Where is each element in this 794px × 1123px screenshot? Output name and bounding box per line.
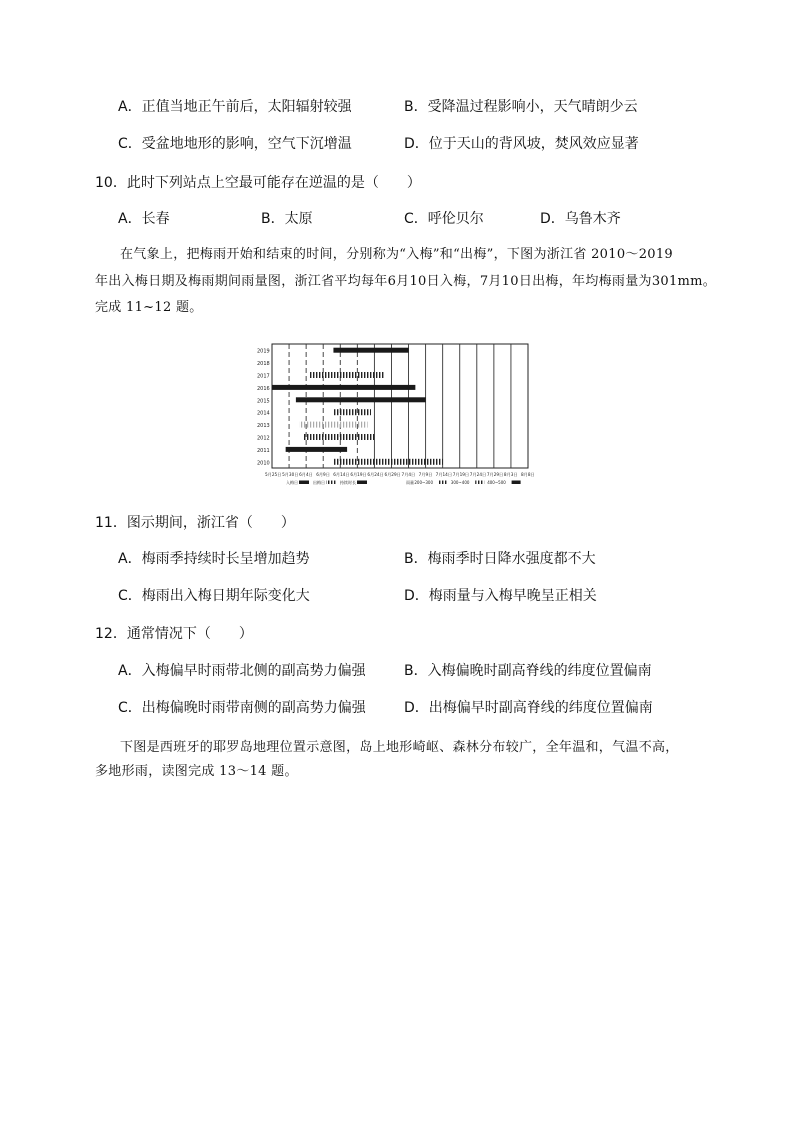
- intro2-text-line-1: 下图是西班牙的耶罗岛地理位置示意图，岛上地形崎岖、森林分布较广，全年温和，气温不高，: [120, 740, 679, 755]
- year-label: 2013: [257, 423, 270, 430]
- legend-swatch: [326, 481, 336, 485]
- year-label: 2019: [257, 348, 270, 355]
- q11-stem: 11．图示期间，浙江省（ ）: [95, 515, 295, 531]
- intro2-text-line-2: 多地形雨，读图完成 13～14 题。: [95, 764, 298, 779]
- year-label: 2011: [257, 447, 270, 454]
- year-label: 2016: [257, 385, 270, 392]
- x-tick-label: 7月4日: [401, 472, 416, 477]
- q12-option-c: C．出梅偏晚时雨带南侧的副高势力偏强: [118, 700, 366, 716]
- bar-2014: [333, 409, 371, 415]
- legend-label: 300~400: [450, 480, 470, 485]
- legend-swatch: [512, 481, 521, 485]
- legend-label: 雨量: [406, 480, 414, 485]
- q10-stem: 10．此时下列站点上空最可能存在逆温的是（ ）: [95, 175, 421, 191]
- q10-option-b: B．太原: [261, 211, 313, 227]
- q12-option-b: B．入梅偏晚时副高脊线的纬度位置偏南: [404, 663, 652, 679]
- year-label: 2017: [257, 373, 270, 380]
- x-tick-label: 7月29日: [486, 472, 504, 477]
- bar-2011: [286, 447, 347, 452]
- q9-option-a: A．正值当地正午前后，太阳辐射较强: [118, 99, 352, 115]
- year-label: 2014: [257, 410, 270, 417]
- legend-swatch: [299, 481, 309, 485]
- q9-option-c: C．受盆地地形的影响，空气下沉增温: [118, 136, 352, 152]
- bar-2012: [303, 434, 375, 440]
- bar-2015: [296, 397, 426, 402]
- year-label: 2010: [257, 460, 270, 467]
- q12-option-d: D．出梅偏早时副高脊线的纬度位置偏南: [404, 700, 653, 716]
- intro-text-line-2: 年出入梅日期及梅雨期间雨量图，浙江省平均每年6月10日入梅，7月10日出梅，年均梅雨量为301mm。: [95, 274, 717, 289]
- x-tick-label: 5月25日: [265, 472, 282, 477]
- legend-label: 出梅日: [313, 480, 325, 485]
- q11-option-a: A．梅雨季持续时长呈增加趋势: [118, 551, 310, 567]
- x-tick-label: 5月30日: [282, 472, 299, 477]
- year-label: 2012: [257, 435, 270, 442]
- q9-option-d: D．位于天山的背风坡，焚风效应显著: [404, 136, 639, 152]
- x-tick-label: 7月24日: [469, 472, 487, 477]
- year-label: 2018: [257, 361, 270, 368]
- x-tick-label: 7月9日: [418, 472, 433, 477]
- legend-label: 持续时长: [340, 480, 356, 485]
- x-tick-label: 6月14日: [333, 472, 350, 477]
- legend-swatch: [357, 481, 367, 485]
- q10-option-d: D．乌鲁木齐: [540, 211, 621, 227]
- legend-swatch: [475, 481, 484, 485]
- legend-swatch: [439, 481, 448, 485]
- q12-stem: 12．通常情况下（ ）: [95, 626, 253, 642]
- legend-label: 400~500: [487, 480, 506, 485]
- x-tick-label: 8月3日: [503, 472, 518, 477]
- q12-option-a: A．入梅偏早时雨带北侧的副高势力偏强: [118, 663, 366, 679]
- year-label: 2015: [257, 398, 270, 405]
- meiyu-chart-svg: [256, 340, 539, 488]
- intro-text-line-1: 在气象上，把梅雨开始和结束的时间，分别称为“入梅”和“出梅”，下图为浙江省 2010～2019: [120, 247, 673, 262]
- bar-2010: [333, 459, 442, 465]
- x-tick-label: 6月29日: [384, 472, 401, 477]
- bar-2013: [299, 422, 367, 428]
- q11-option-c: C．梅雨出入梅日期年际变化大: [118, 588, 310, 604]
- q10-option-a: A．长春: [118, 211, 170, 227]
- bar-2016: [272, 385, 415, 390]
- bar-2017: [310, 372, 385, 378]
- q11-option-b: B．梅雨季时日降水强度都不大: [404, 551, 596, 567]
- legend-label: 200~300: [414, 480, 434, 485]
- meiyu-chart: [256, 340, 539, 488]
- bar-2019: [333, 348, 408, 353]
- x-tick-label: 7月19日: [452, 472, 470, 477]
- q9-option-b: B．受降温过程影响小，天气晴朗少云: [404, 99, 638, 115]
- q10-option-c: C．呼伦贝尔: [404, 211, 484, 227]
- x-tick-label: 6月19日: [350, 472, 367, 477]
- x-tick-label: 8月8日: [521, 472, 535, 477]
- intro-text-line-3: 完成 11~12 题。: [95, 300, 203, 315]
- legend-label: 入梅日: [286, 480, 298, 485]
- q11-option-d: D．梅雨量与入梅早晚呈正相关: [404, 588, 597, 604]
- x-tick-label: 7月14日: [435, 472, 453, 477]
- x-tick-label: 6月4日: [299, 472, 313, 477]
- x-tick-label: 6月9日: [316, 472, 330, 477]
- x-tick-label: 6月24日: [367, 472, 384, 477]
